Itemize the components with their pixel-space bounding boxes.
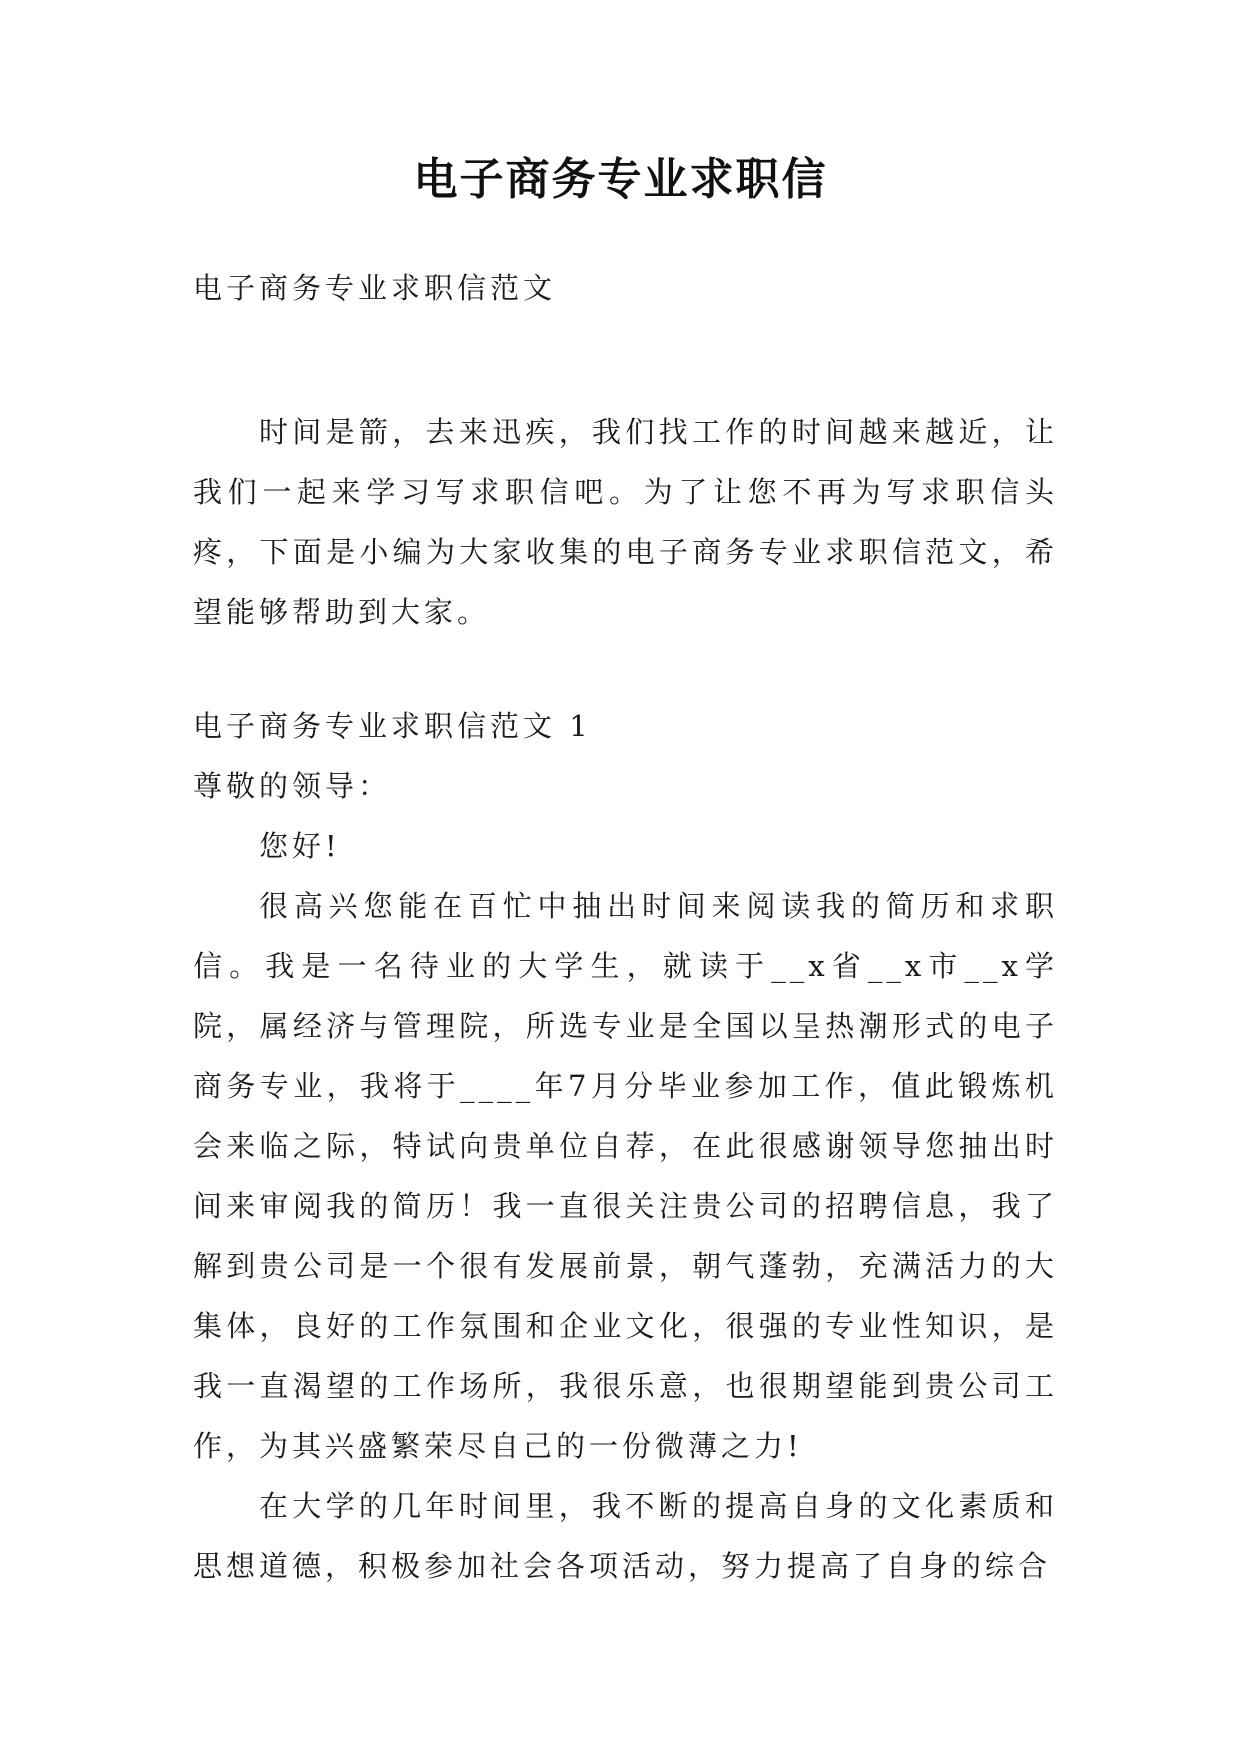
letter-paragraph-1: 很高兴您能在百忙中抽出时间来阅读我的简历和求职信。我是一名待业的大学生，就读于__x省__x市__x学院，属经济与管理院，所选专业是全国以呈热潮形式的电子商务专业，我将于____年7月分毕业参加工作，值此锻炼机会来临之际，特试向贵单位自荐，在此很感谢领导您抽出时间来审阅我的简历！我一直很关注贵公司的招聘信息，我了解到贵公司是一个很有发展前景，朝气蓬勃，充满活力的大集体，良好的工作氛围和企业文化，很强的专业性知识，是我一直渴望的工作场所，我很乐意，也很期望能到贵公司工作，为其兴盛繁荣尽自己的一份微薄之力!	[193, 889, 1058, 1463]
section-heading: 电子商务专业求职信范文 1	[193, 709, 592, 743]
letter-paragraph-2: 在大学的几年时间里，我不断的提高自身的文化素质和思想道德，积极参加社会各项活动，努力提高了自身的综合	[193, 1489, 1058, 1583]
document-title: 电子商务专业求职信	[413, 154, 828, 205]
letter-body	[193, 696, 1058, 1596]
greeting: 您好!	[259, 829, 341, 863]
intro-paragraph: 时间是箭，去来迅疾，我们找工作的时间越来越近，让我们一起来学习写求职信吧。为了让您不再为写求职信头疼，下面是小编为大家收集的电子商务专业求职信范文，希望能够帮助到大家。	[193, 415, 1058, 629]
salutation: 尊敬的领导：	[193, 769, 392, 803]
document-subtitle: 电子商务专业求职信范文	[193, 271, 557, 305]
